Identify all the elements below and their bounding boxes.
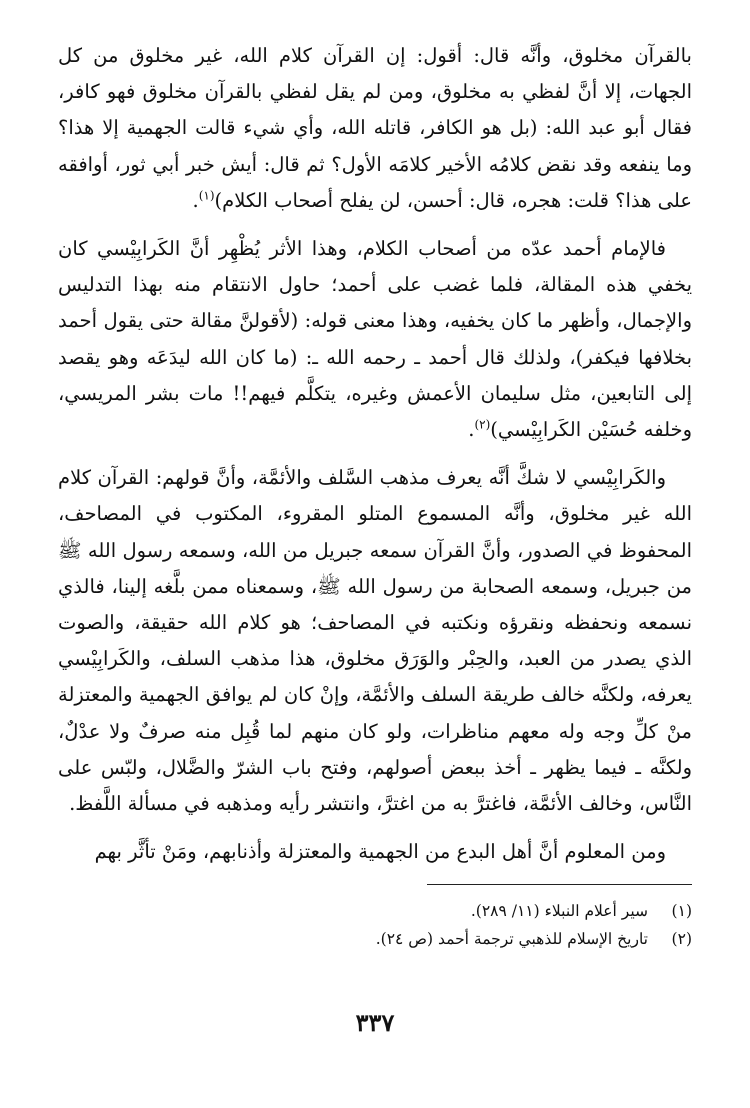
page-number: ٣٣٧ bbox=[355, 1008, 395, 1037]
paragraph-3-end: . bbox=[69, 792, 76, 816]
paragraph-3-text: والكَرابِيْسي لا شكَّ أنَّه يعرف مذهب السَّلف والأئمَّة، وأنَّ قولهم: القرآن كلام الله غير مخلوق، وأنَّه المسموع المتلو المقروء، المكتوب في المصاحف، المحفوظ في الصدور، وأنَّ القرآن سمعه جبريل من الله، وسمعه رسول الله ﷺ من جبريل، وسمعه الصحابة من رسول الله ﷺ، وسمعناه ممن بلَّغه إلينا، فالذي نسمعه ونحفظه ونقرؤه ونكتبه في المصاحف؛ هو كلام الله حقيقة، والصوت الذي يصدر من العبد، والحِبْر والوَرَق مخلوق، هذا مذهب السلف، والكَرابِيْسي يعرفه، ولكنَّه خالف طريقة السلف والأئمَّة، وإنْ كان لم يوافق الجهمية والمعتزلة منْ كلِّ وجه وله معهم مناظرات، ولو كان منهم لما قُبِل منه صرفٌ ولا عدْلٌ، ولكنَّه ـ فيما يظهر ـ أخذ ببعض أصولهم، وفتح باب الشرّ والضَّلال، ولبّس على النَّاس، وخالف الأئمَّة، فاغترَّ به من اغترَّ، وانتشر رأيه ومذهبه في مسألة اللَّفظ bbox=[58, 466, 692, 816]
footnote-ref-2: (٢) bbox=[474, 417, 491, 432]
paragraph-4 bbox=[58, 834, 692, 870]
footnote-ref-1: (١) bbox=[198, 188, 215, 203]
paragraph-1-text: بالقرآن مخلوق، وأنَّه قال: أقول: إن القرآن كلام الله، غير مخلوق من كل الجهات، إلا أنَّ لفظي به مخلوق، ومن لم يقل لفظي بالقرآن مخلوق فهو كافر، فقال أبو عبد الله: (بل هو الكافر، قاتله الله، وأي شيء قالت الجهمية إلا هذا؟ وما ينفعه وقد نقض كلامُه الأخير كلامَه الأول؟ ثم قال: أيش خبر أبي ثور، أوافقه على هذا؟ قلت: هجره، قال: أحسن، لن يفلح أصحاب الكلام) bbox=[58, 44, 692, 212]
footnote-1 bbox=[58, 897, 692, 925]
paragraph-1 bbox=[58, 38, 692, 219]
footnote-1-number: (١) bbox=[671, 902, 692, 921]
footnote-divider bbox=[427, 884, 692, 885]
paragraph-2-end: . bbox=[468, 418, 475, 442]
footnote-1-text: سير أعلام النبلاء (١١/ ٢٨٩). bbox=[470, 902, 648, 921]
footnote-2 bbox=[58, 925, 692, 953]
paragraph-3 bbox=[58, 460, 692, 822]
paragraph-1-end: . bbox=[192, 188, 199, 212]
paragraph-2 bbox=[58, 231, 692, 448]
footnote-2-text: تاريخ الإسلام للذهبي ترجمة أحمد (ص ٢٤). bbox=[375, 930, 648, 949]
paragraph-2-text: فالإمام أحمد عدّه من أصحاب الكلام، وهذا الأثر يُظْهِر أنَّ الكَرابِيْسي كان يخفي هذه المقالة، فلما غضب على أحمد؛ حاول الانتقام منه بهذا التدليس والإجمال، وأظهر ما كان يخفيه، وهذا معنى قوله: (لأقولنَّ مقالة حتى يقول أحمد بخلافها فيكفر)، ولذلك قال أحمد ـ رحمه الله ـ: (ما كان الله ليدَعَه وهو يقصد إلى التابعين، مثل سليمان الأعمش وغيره، يتكلَّم فيهم!! مات بشر المريسي، وخلفه حُسَيْن الكَرابِيْسي) bbox=[58, 237, 692, 442]
footnote-2-number: (٢) bbox=[671, 930, 692, 949]
paragraph-4-text: ومن المعلوم أنَّ أهل البدع من الجهمية والمعتزلة وأذنابهم، ومَنْ تأثَّر بهم bbox=[94, 840, 666, 864]
footnotes bbox=[58, 897, 692, 953]
body-text bbox=[58, 38, 692, 870]
